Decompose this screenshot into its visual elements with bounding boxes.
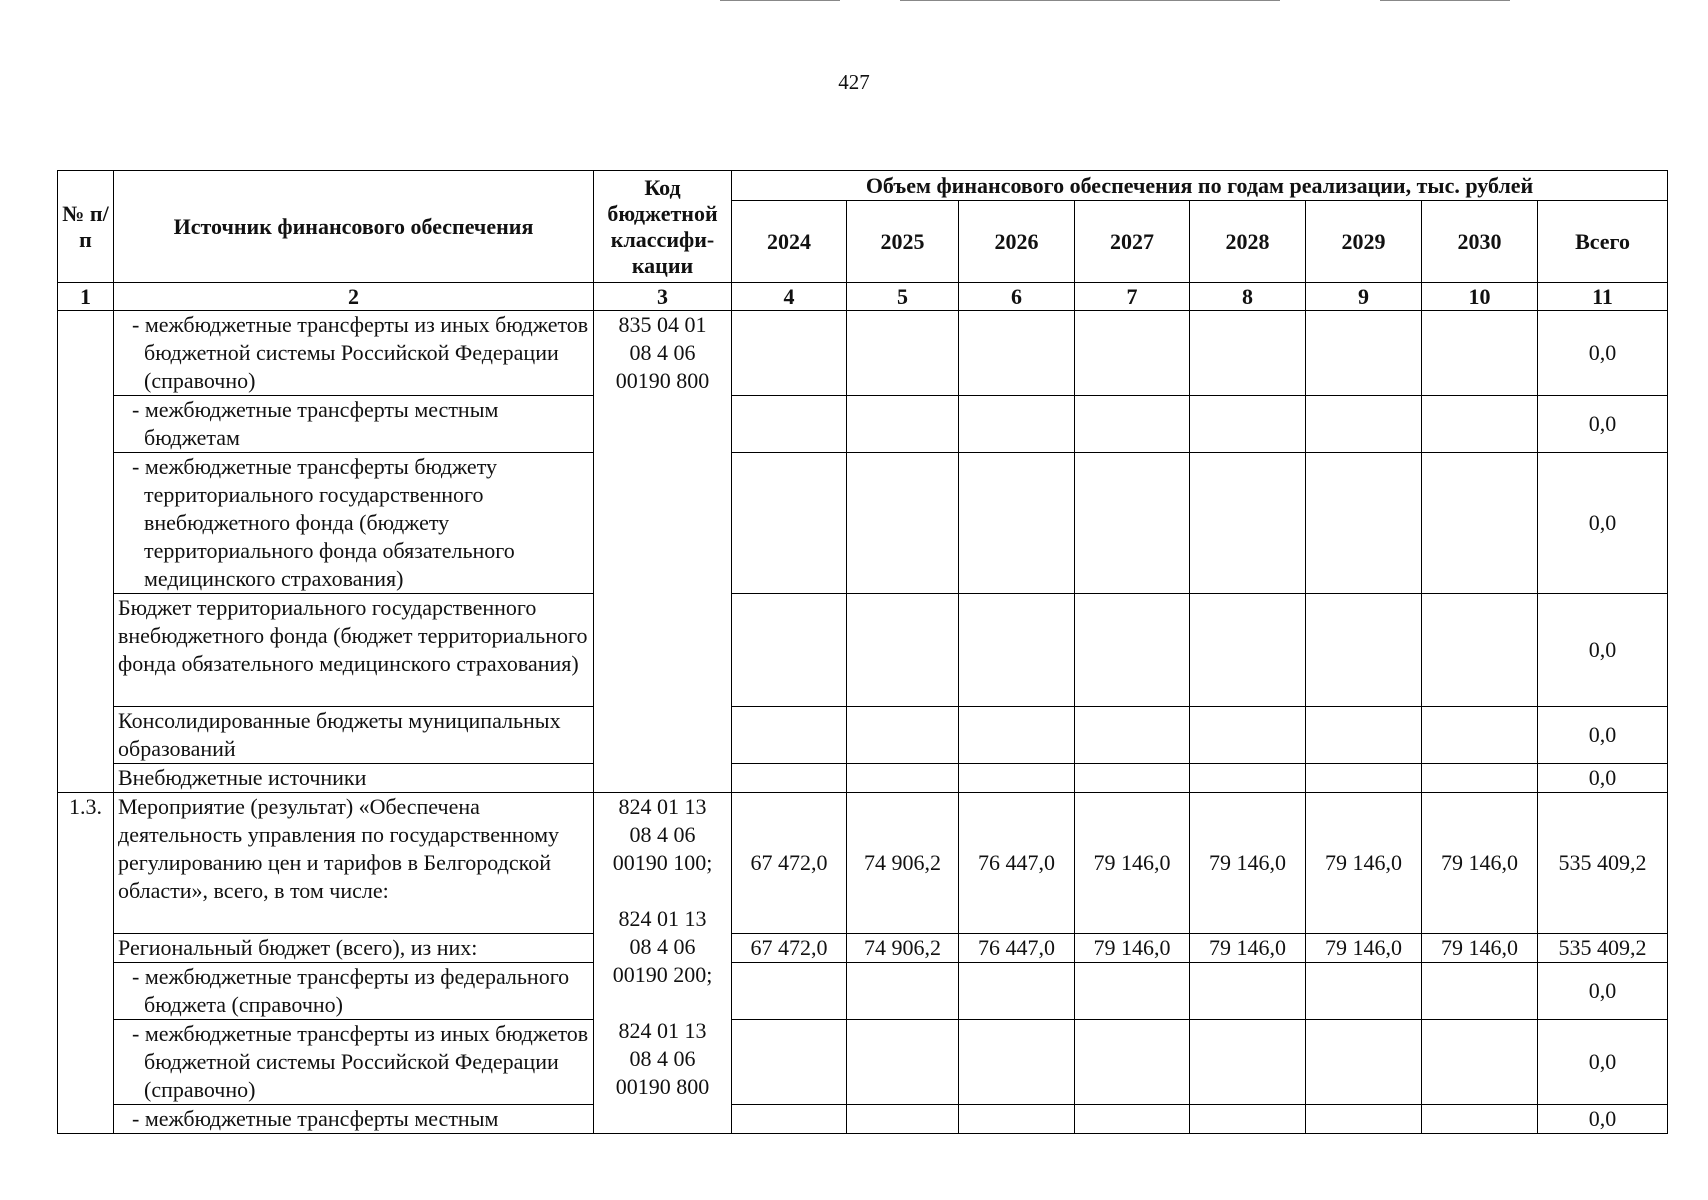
code-line: 08 4 06 bbox=[629, 1046, 696, 1071]
header-year: 2028 bbox=[1190, 201, 1306, 283]
value-cell: 74 906,2 bbox=[847, 934, 959, 963]
table-row bbox=[58, 1020, 1668, 1105]
value-cell: 67 472,0 bbox=[732, 793, 847, 934]
code-line: 824 01 13 bbox=[618, 794, 707, 819]
table-row bbox=[58, 396, 1668, 453]
financing-table bbox=[57, 170, 1668, 1134]
total-cell: 0,0 bbox=[1538, 764, 1668, 793]
total-cell: 0,0 bbox=[1538, 1020, 1668, 1105]
value-cell: 79 146,0 bbox=[1075, 934, 1190, 963]
source-cell: - межбюджетные трансферты из иных бюджетов бюджетной системы Российской Федерации (справочно) bbox=[114, 311, 594, 396]
column-number: 6 bbox=[959, 283, 1075, 311]
source-cell: - межбюджетные трансферты из федерального бюджета (справочно) bbox=[114, 963, 594, 1020]
column-number: 5 bbox=[847, 283, 959, 311]
source-cell: - межбюджетные трансферты местным bbox=[114, 1105, 594, 1134]
code-line: 824 01 13 bbox=[618, 906, 707, 931]
header-year: 2025 bbox=[847, 201, 959, 283]
budget-code-cell bbox=[594, 793, 732, 1134]
source-cell: Бюджет территориального государственного внебюджетного фонда (бюджет территориального фонда обязательного медицинского страхования) bbox=[114, 594, 594, 707]
total-cell: 0,0 bbox=[1538, 707, 1668, 764]
total-cell: 535 409,2 bbox=[1538, 793, 1668, 934]
header-code: Код бюджетной классифи-кации bbox=[594, 171, 732, 283]
header-total: Всего bbox=[1538, 201, 1668, 283]
value-cell: 79 146,0 bbox=[1075, 793, 1190, 934]
header-year: 2024 bbox=[732, 201, 847, 283]
table-row bbox=[58, 707, 1668, 764]
scan-artifact-line bbox=[1380, 0, 1510, 1]
header-year: 2026 bbox=[959, 201, 1075, 283]
page-number: 427 bbox=[838, 70, 870, 94]
value-cell: 74 906,2 bbox=[847, 793, 959, 934]
column-number: 1 bbox=[58, 283, 114, 311]
value-cell: 79 146,0 bbox=[1306, 934, 1422, 963]
total-cell: 0,0 bbox=[1538, 963, 1668, 1020]
source-cell: Мероприятие (результат) «Обеспечена деятельность управления по государственному регулированию цен и тарифов в Белгородской области», всего, в том числе: bbox=[114, 793, 594, 934]
value-cell: 76 447,0 bbox=[959, 793, 1075, 934]
code-line: 00190 200; bbox=[612, 962, 713, 987]
column-number: 9 bbox=[1306, 283, 1422, 311]
source-cell: Консолидированные бюджеты муниципальных образований bbox=[114, 707, 594, 764]
table-row bbox=[58, 453, 1668, 594]
source-cell: - межбюджетные трансферты местным бюджетам bbox=[114, 396, 594, 453]
total-cell: 0,0 bbox=[1538, 453, 1668, 594]
table-row bbox=[58, 594, 1668, 707]
code-line: 00190 800 bbox=[615, 368, 710, 393]
header-source: Источник финансового обеспечения bbox=[114, 171, 594, 283]
column-number: 7 bbox=[1075, 283, 1190, 311]
source-cell: - межбюджетные трансферты бюджету территориального государственного внебюджетного фонда (бюджету территориального фонда обязательного медицинского страхования) bbox=[114, 453, 594, 594]
column-number: 11 bbox=[1538, 283, 1668, 311]
total-cell: 0,0 bbox=[1538, 311, 1668, 396]
header-year: 2030 bbox=[1422, 201, 1538, 283]
code-line: 00190 800 bbox=[615, 1074, 710, 1099]
row-number-empty bbox=[58, 311, 114, 793]
column-number: 3 bbox=[594, 283, 732, 311]
table-row bbox=[58, 963, 1668, 1020]
column-number: 10 bbox=[1422, 283, 1538, 311]
table-row bbox=[58, 764, 1668, 793]
code-line: 08 4 06 bbox=[629, 934, 696, 959]
source-cell: - межбюджетные трансферты из иных бюджетов бюджетной системы Российской Федерации (справочно) bbox=[114, 1020, 594, 1105]
total-cell: 535 409,2 bbox=[1538, 934, 1668, 963]
scan-artifact-line bbox=[720, 0, 840, 1]
column-number: 8 bbox=[1190, 283, 1306, 311]
scan-artifact-line bbox=[900, 0, 1280, 1]
column-number: 2 bbox=[114, 283, 594, 311]
value-cell: 79 146,0 bbox=[1306, 793, 1422, 934]
source-cell: Региональный бюджет (всего), из них: bbox=[114, 934, 594, 963]
code-line: 08 4 06 bbox=[629, 822, 696, 847]
row-number: 1.3. bbox=[58, 793, 114, 1134]
header-num: № п/п bbox=[58, 171, 114, 283]
table-row bbox=[58, 793, 1668, 934]
table-row bbox=[58, 1105, 1668, 1134]
code-gap bbox=[598, 877, 727, 905]
column-numbers-row bbox=[58, 283, 1668, 311]
total-cell: 0,0 bbox=[1538, 396, 1668, 453]
header-volume: Объем финансового обеспечения по годам реализации, тыс. рублей bbox=[732, 171, 1668, 201]
table-row bbox=[58, 934, 1668, 963]
value-cell: 79 146,0 bbox=[1190, 934, 1306, 963]
value-cell: 79 146,0 bbox=[1190, 793, 1306, 934]
value-cell: 76 447,0 bbox=[959, 934, 1075, 963]
total-cell: 0,0 bbox=[1538, 1105, 1668, 1134]
value-cell: 67 472,0 bbox=[732, 934, 847, 963]
code-line: 824 01 13 bbox=[618, 1018, 707, 1043]
table-row bbox=[58, 311, 1668, 396]
code-line: 00190 100; bbox=[612, 850, 713, 875]
column-number: 4 bbox=[732, 283, 847, 311]
value-cell: 79 146,0 bbox=[1422, 934, 1538, 963]
total-cell: 0,0 bbox=[1538, 594, 1668, 707]
header-year: 2029 bbox=[1306, 201, 1422, 283]
code-line: 08 4 06 bbox=[629, 340, 696, 365]
code-gap bbox=[598, 989, 727, 1017]
code-line: 835 04 01 bbox=[618, 312, 707, 337]
budget-code-cell bbox=[594, 311, 732, 793]
header-year: 2027 bbox=[1075, 201, 1190, 283]
source-cell: Внебюджетные источники bbox=[114, 764, 594, 793]
value-cell: 79 146,0 bbox=[1422, 793, 1538, 934]
